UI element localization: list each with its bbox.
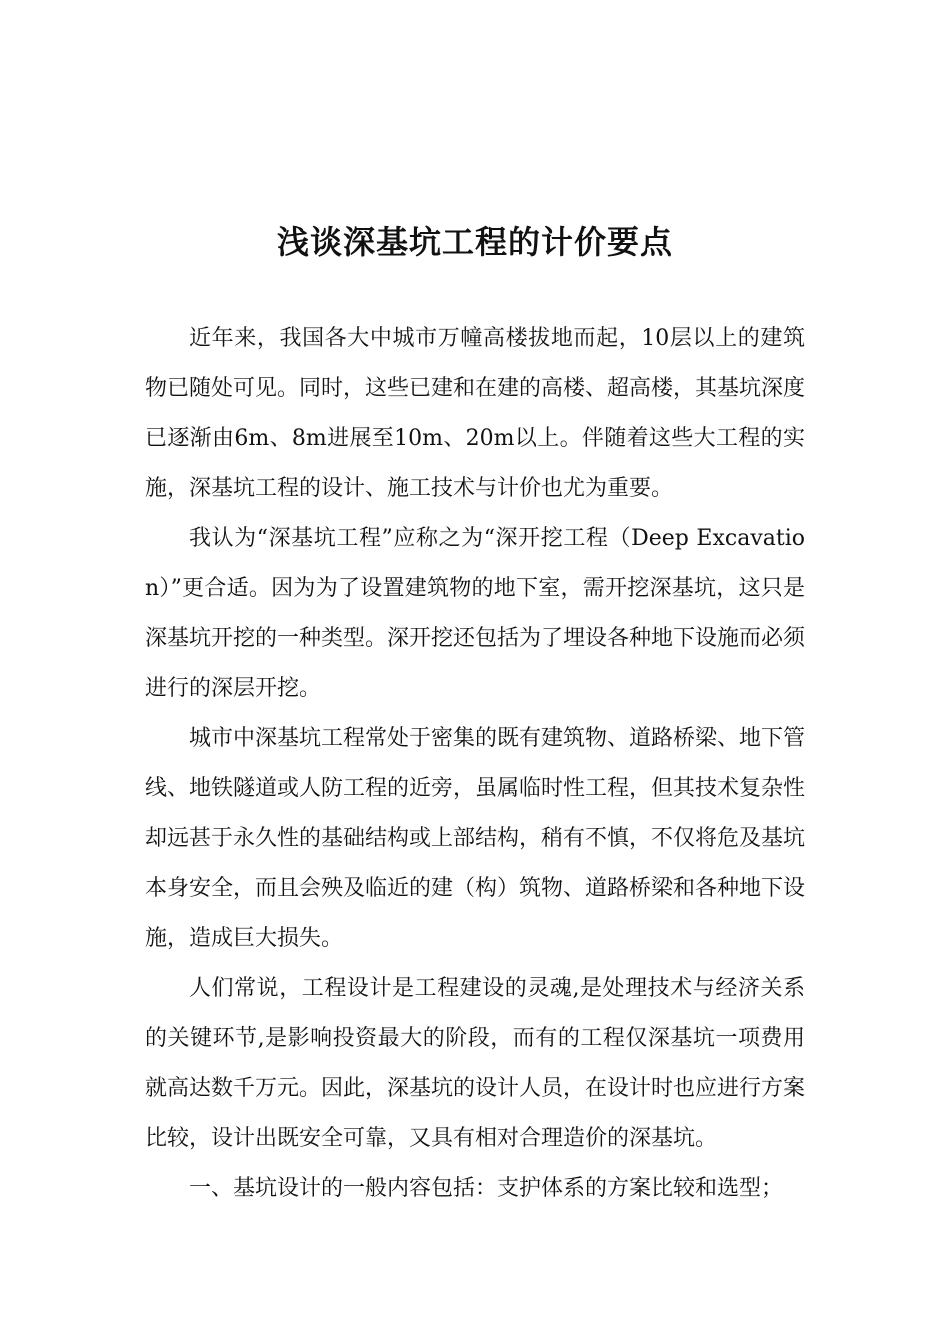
document-body bbox=[145, 314, 805, 1214]
paragraph-urban-context: 城市中深基坑工程常处于密集的既有建筑物、道路桥梁、地下管线、地铁隧道或人防工程的近旁，虽属临时性工程，但其技术复杂性却远甚于永久性的基础结构或上部结构，稍有不慎，不仅将危及基坑本身安全，而且会殃及临近的建（构）筑物、道路桥梁和各种地下设施，造成巨大损失。 bbox=[145, 726, 806, 951]
paragraph-design-importance: 人们常说，工程设计是工程建设的灵魂,是处理技术与经济关系的关键环节,是影响投资最大的阶段，而有的工程仅深基坑一项费用就高达数千万元。因此，深基坑的设计人员，在设计时也应进行方案比较，设计出既安全可靠，又具有相对合理造价的深基坑。 bbox=[145, 976, 806, 1151]
paragraph-intro: 近年来，我国各大中城市万幢高楼拔地而起，10层以上的建筑物已随处可见。同时，这些已建和在建的高楼、超高楼，其基坑深度已逐渐由6m、8m进展至10m、20m以上。伴随着这些大工程的实施，深基坑工程的设计、施工技术与计价也尤为重要。 bbox=[145, 326, 806, 501]
paragraph-deep-excavation: 我认为“深基坑工程”应称之为“深开挖工程（Deep Excavation）”更合适。因为为了设置建筑物的地下室，需开挖深基坑，这只是深基坑开挖的一种类型。深开挖还包括为了埋设各种地下设施而必须进行的深层开挖。 bbox=[145, 526, 806, 701]
paragraph-section-one: 一、基坑设计的一般内容包括：支护体系的方案比较和选型； bbox=[189, 1176, 784, 1201]
document-title: 浅谈深基坑工程的计价要点 bbox=[276, 223, 673, 261]
